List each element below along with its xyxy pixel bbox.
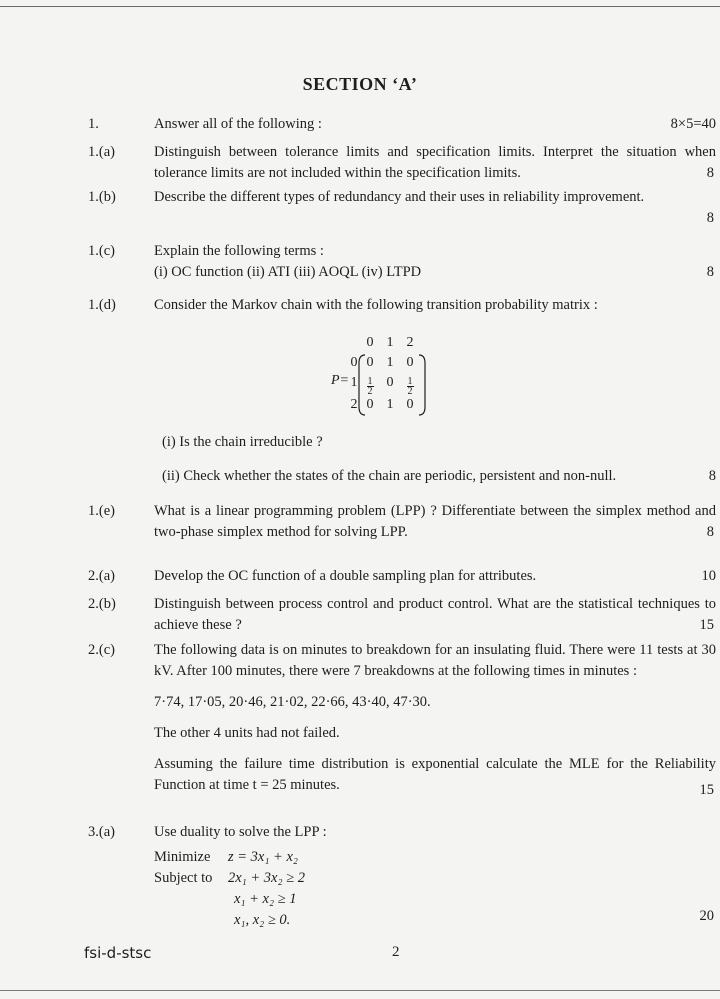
- question-terms: (i) OC function (ii) ATI (iii) AOQL (iv) LTPD: [154, 264, 422, 280]
- objective-function: z = 3x₁ + x₂: [228, 849, 298, 865]
- matrix-cell-fraction: $\frac{1}{2}$: [407, 376, 413, 397]
- question-text: Distinguish between tolerance limits and specification limits. Interpret the situation when tolerance limits are not included within the specification limits.: [154, 144, 716, 181]
- marks: 10: [701, 568, 716, 584]
- page-number: 2: [392, 944, 400, 960]
- question-text: Answer all of the following :: [154, 116, 322, 132]
- section-title: SECTION ‘A’: [302, 74, 418, 94]
- marks: 8: [706, 210, 714, 226]
- question-2b: [88, 594, 716, 636]
- top-rule: [0, 6, 720, 7]
- question-number: 3.(a): [88, 824, 115, 840]
- question-1d-part-i: [88, 432, 716, 453]
- question-text: The following data is on minutes to breakdown for an insulating fluid. There were 11 tests at 30 kV. After 100 minutes, there were 7 breakdowns at the following times in minutes :: [154, 642, 716, 679]
- question-number: 1.(d): [88, 297, 116, 313]
- question-1b: [88, 187, 716, 226]
- marks: 8: [708, 468, 716, 484]
- question-text: Describe the different types of redundancy and their uses in reliability improvement.: [154, 189, 645, 205]
- question-number: 1.: [88, 116, 99, 132]
- paper-code: fsi-d-stsc: [84, 944, 152, 962]
- question-text: Distinguish between process control and product control. What are the statistical techniques to achieve these ?: [154, 596, 716, 633]
- matrix-label: P=: [331, 373, 349, 388]
- matrix-cell-fraction: $\frac{1}{2}$: [367, 376, 373, 397]
- marks: 20: [699, 908, 714, 924]
- matrix-col-header: 0: [366, 335, 374, 350]
- question-number: 2.(c): [88, 642, 115, 658]
- question-number: 1.(b): [88, 189, 116, 205]
- constraint-2: x₁ + x₂ ≥ 1: [234, 891, 297, 907]
- question-1c: [88, 241, 716, 283]
- marks: 8: [706, 524, 714, 540]
- marks: 8: [706, 165, 714, 181]
- constraint-1: 2x₁ + 3x₂ ≥ 2: [228, 870, 305, 886]
- marks: 15: [699, 782, 714, 798]
- marks: 8×5=40: [670, 116, 716, 132]
- matrix-cell: 1: [386, 397, 394, 412]
- question-text: Develop the OC function of a double sampling plan for attributes.: [154, 568, 537, 584]
- matrix-cell: 0: [366, 355, 374, 370]
- question-number: 1.(c): [88, 243, 115, 259]
- question-1: [88, 114, 716, 135]
- question-1d-part-ii: [88, 466, 716, 487]
- question-number: 2.(b): [88, 596, 116, 612]
- marks: 8: [706, 264, 714, 280]
- question-text: Use duality to solve the LPP :: [154, 824, 327, 840]
- constraint-3: x₁, x₂ ≥ 0.: [234, 912, 291, 928]
- matrix-row-label: 0: [350, 355, 358, 370]
- matrix-row-label: 1: [350, 375, 358, 390]
- minimize-label: Minimize: [154, 849, 211, 865]
- question-text: What is a linear programming problem (LPP) ? Differentiate between the simplex method and two-phase simplex method for solving LPP.: [154, 503, 716, 540]
- question-1d: [88, 295, 716, 316]
- question-instruction: Assuming the failure time distribution is exponential calculate the MLE for the Reliability Function at time t = 25 minutes.: [154, 756, 716, 793]
- subject-to-label: Subject to: [154, 870, 213, 886]
- matrix-cell: 1: [386, 355, 394, 370]
- matrix-cell: 0: [406, 397, 414, 412]
- bottom-rule: [0, 990, 720, 991]
- question-number: 1.(e): [88, 503, 115, 519]
- matrix-row-label: 2: [350, 397, 358, 412]
- question-2c: [88, 640, 716, 796]
- question-text: Consider the Markov chain with the following transition probability matrix :: [154, 297, 598, 313]
- marks: 15: [699, 617, 714, 633]
- question-note: The other 4 units had not failed.: [154, 725, 340, 741]
- question-number: 1.(a): [88, 144, 115, 160]
- sub-question: (i) Is the chain irreducible ?: [162, 434, 323, 450]
- breakdown-data: 7·74, 17·05, 20·46, 21·02, 22·66, 43·40, 47·30.: [154, 694, 431, 710]
- constraint-row: [154, 868, 716, 889]
- transition-matrix: [331, 335, 475, 415]
- question-1e: [88, 501, 716, 543]
- matrix-cell: 0: [386, 375, 394, 390]
- question-text: Explain the following terms :: [154, 243, 324, 259]
- question-3a: [88, 822, 716, 931]
- matrix-col-header: 1: [386, 335, 394, 350]
- matrix-cell: 0: [366, 397, 374, 412]
- question-1a: [88, 142, 716, 184]
- matrix-col-header: 2: [406, 335, 414, 350]
- matrix-cell: 0: [406, 355, 414, 370]
- sub-question: (ii) Check whether the states of the chain are periodic, persistent and non-null.: [162, 468, 617, 484]
- question-number: 2.(a): [88, 568, 115, 584]
- objective-row: [154, 847, 716, 868]
- question-2a: [88, 566, 716, 587]
